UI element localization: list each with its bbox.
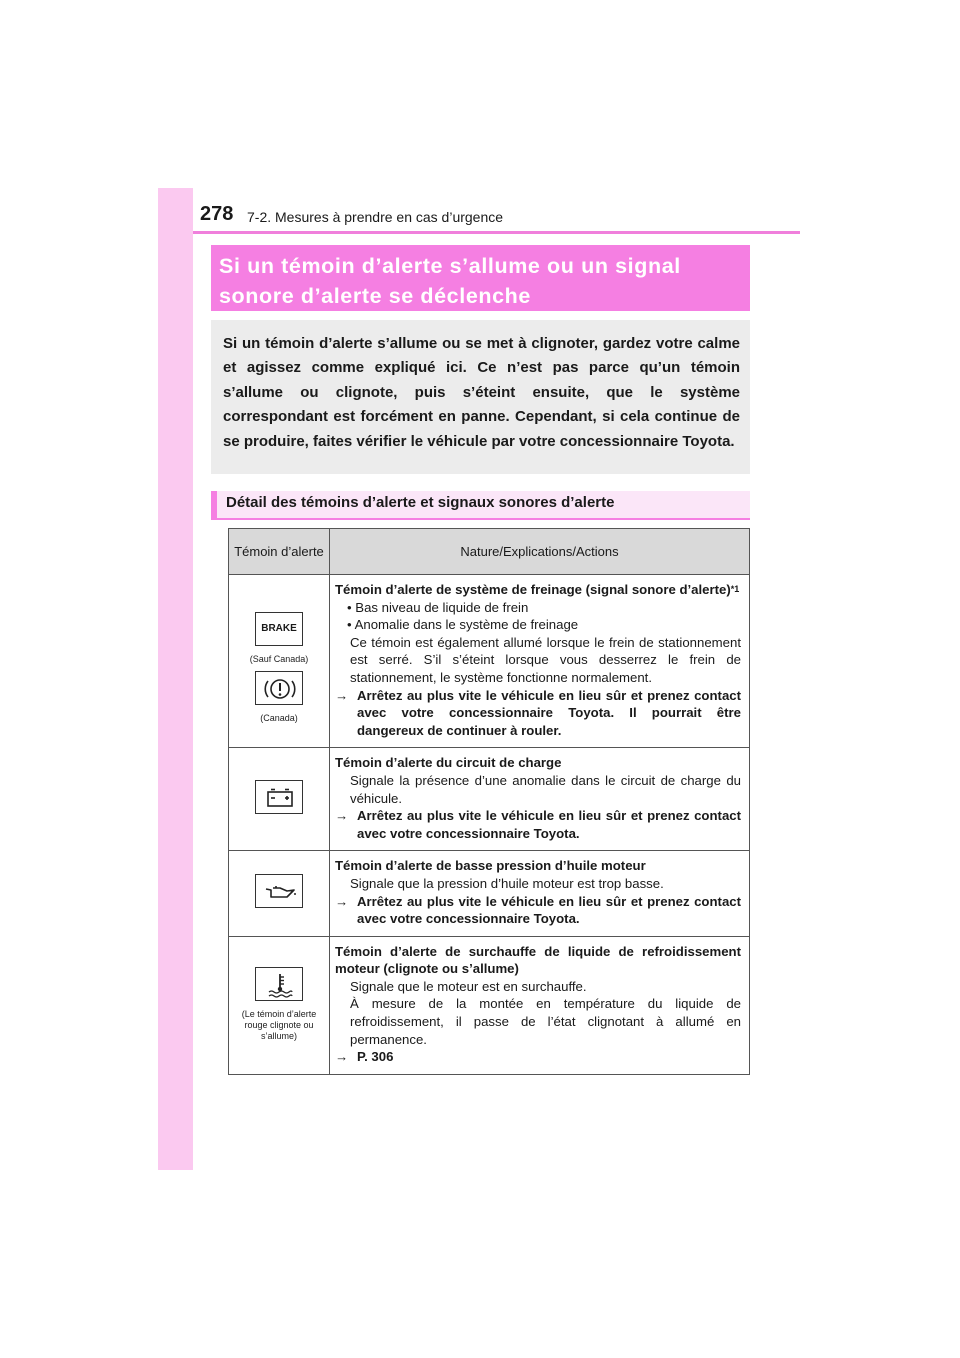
table-header-row [229, 529, 750, 575]
lamp-action: → Arrêtez au plus vite le véhicule en lieu sûr et prenez contact avec votre concessionnaire Toyota. [335, 893, 741, 927]
details-cell [330, 575, 750, 748]
section-breadcrumb: 7-2. Mesures à prendre en cas d’urgence [247, 209, 504, 225]
lamp-caption: (Le témoin d’alerte rouge clignote ou s’allume) [241, 1008, 317, 1041]
lamp-title: Témoin d’alerte de basse pression d’huile moteur [335, 858, 646, 874]
lamp-action: → Arrêtez au plus vite le véhicule en lieu sûr et prenez contact avec votre concessionnaire Toyota. Il pourrait être dangereux de continuer à rouler. [335, 687, 741, 738]
arrow-icon: → [335, 808, 349, 824]
intro-text: Si un témoin d’alerte s’allume ou se met à clignoter, gardez votre calme et agissez comme expliqué ici. Ce n’est pas parce qu’un témoin s’allume ou clignote, puis s’éteint ensuite, que le système correspondant est forcément en panne. Cependant, si cela continue de se produire, faites vérifier le véhicule par votre concessionnaire Toyota. [223, 335, 740, 450]
title-line-2: sonore d’alerte se déclenche [219, 284, 531, 308]
list-item: • Anomalie dans le système de freinage [347, 617, 579, 633]
lamp-title: Témoin d’alerte de système de freinage (signal sonore d’alerte)$^{*1}$ [335, 582, 740, 597]
table-row [229, 575, 750, 748]
table-row [229, 851, 750, 936]
arrow-icon: → [335, 893, 349, 909]
lamp-description: Signale que la pression d’huile moteur est trop basse. [350, 875, 664, 891]
table-row [229, 936, 750, 1074]
arrow-icon: → [335, 1049, 349, 1065]
title-line-1: Si un témoin d’alerte s’allume ou un signal [219, 254, 681, 278]
section-title [211, 245, 750, 311]
lamp-description: Signale la présence d’une anomalie dans le circuit de charge du véhicule. [350, 772, 741, 806]
arrow-icon: → [335, 687, 349, 703]
lamp-caption: (Canada) [260, 713, 298, 724]
coolant-temp-icon [255, 967, 303, 1001]
battery-icon [255, 780, 303, 814]
warning-lights-table [228, 528, 750, 1075]
lamp-cell [229, 575, 330, 748]
lamp-title: Témoin d’alerte du circuit de charge [335, 755, 562, 771]
lamp-caption: (Sauf Canada) [249, 654, 309, 665]
lamp-description-2: À mesure de la montée en température du liquide de refroidissement, il passe de l’état clignotant à allumé en permanence. [350, 996, 741, 1047]
lamp-cell [229, 851, 330, 936]
page-reference[interactable]: P. 306 [357, 1049, 394, 1065]
details-cell [330, 936, 750, 1074]
lamp-cell [229, 748, 330, 851]
lamp-cell [229, 936, 330, 1074]
col-header-lamp: Témoin d’alerte [229, 529, 330, 575]
brake-circle-icon [255, 671, 303, 705]
subheading-text: Détail des témoins d’alerte et signaux sonores d’alerte [226, 494, 615, 511]
details-cell [330, 748, 750, 851]
page-number: 278 [200, 203, 234, 225]
brake-icon: BRAKE [255, 612, 303, 646]
lamp-description: Signale que le moteur est en surchauffe. [350, 978, 587, 994]
lamp-title: Témoin d’alerte de surchauffe de liquide de refroidissement moteur (clignote ou s’allume) [335, 943, 741, 977]
side-color-strip [158, 188, 193, 1170]
intro-box [211, 320, 750, 474]
list-item: • Bas niveau de liquide de frein [347, 599, 529, 615]
footnote-ref: *1 [730, 584, 740, 594]
lamp-action: → Arrêtez au plus vite le véhicule en lieu sûr et prenez contact avec votre concessionnaire Toyota. [335, 808, 741, 841]
table-row [229, 748, 750, 851]
details-cell [330, 851, 750, 936]
header-rule [193, 231, 800, 234]
oil-can-icon [255, 874, 303, 908]
lamp-action [335, 1048, 741, 1066]
subheading [211, 491, 750, 520]
col-header-details: Nature/Explications/Actions [330, 529, 750, 575]
lamp-description: Ce témoin est également allumé lorsque le frein de stationnement est serré. S’il s’éteint lorsque vous desserrez le frein de stationnement, le système fonctionne normalement. [350, 634, 741, 685]
